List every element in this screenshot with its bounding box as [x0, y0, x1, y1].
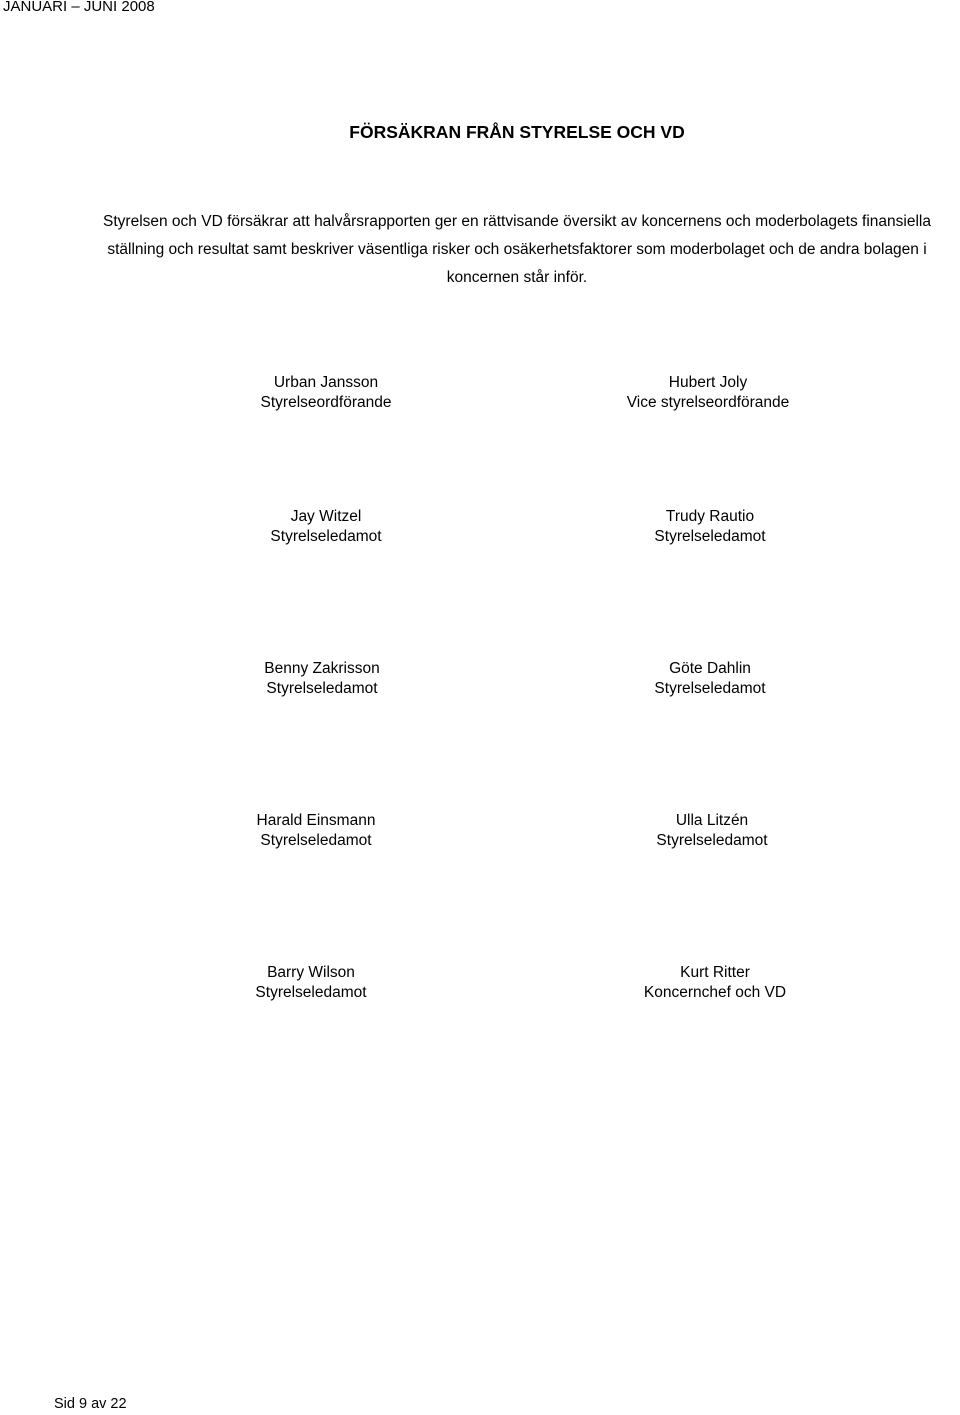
signatory-role: Styrelseledamot: [654, 527, 766, 545]
signatory-name: Trudy Rautio: [665, 508, 755, 525]
signatory-name: Ulla Litzén: [675, 812, 749, 829]
signatory-name: Kurt Ritter: [680, 964, 750, 981]
signatory-role: Styrelseordförande: [260, 393, 392, 411]
signatory: [176, 507, 476, 546]
signatory-name: Hubert Joly: [668, 374, 748, 391]
signatory-role: Koncernchef och VD: [643, 983, 787, 1001]
signatory: [558, 373, 858, 412]
signatory-role: Styrelseledamot: [656, 831, 768, 849]
statement-line: ställning och resultat samt beskriver väsentliga risker och osäkerhetsfaktorer som moderbolaget och de andra bolagen i: [107, 241, 927, 258]
signatory-name: Göte Dahlin: [669, 660, 751, 677]
signatory-name: Barry Wilson: [267, 964, 355, 981]
signatory-role: Styrelseledamot: [260, 831, 372, 849]
signatory: [562, 811, 862, 850]
signatory: [565, 963, 865, 1002]
signatory: [560, 507, 860, 546]
signatory-role: Vice styrelseordförande: [626, 393, 790, 411]
signatory-name: Benny Zakrisson: [264, 660, 380, 677]
signatory-role: Styrelseledamot: [266, 679, 378, 697]
signatory-name: Urban Jansson: [273, 374, 379, 391]
signatory: [176, 373, 476, 412]
report-period-header: JANUARI – JUNI 2008: [3, 0, 155, 15]
signatory: [161, 963, 461, 1002]
statement-line: koncernen står inför.: [446, 269, 588, 286]
signatory-name: Harald Einsmann: [256, 812, 376, 829]
page-number: Sid 9 av 22: [54, 1396, 127, 1412]
signatory-role: Styrelseledamot: [270, 527, 382, 545]
signatory: [560, 659, 860, 698]
signatory-role: Styrelseledamot: [654, 679, 766, 697]
signatory-role: Styrelseledamot: [255, 983, 367, 1001]
signatory-name: Jay Witzel: [290, 508, 362, 525]
signatory: [166, 811, 466, 850]
page-title: FÖRSÄKRAN FRÅN STYRELSE OCH VD: [349, 122, 685, 142]
statement-line: Styrelsen och VD försäkrar att halvårsrapporten ger en rättvisande översikt av koncernens och moderbolagets finansiella: [103, 213, 931, 230]
signatory: [172, 659, 472, 698]
